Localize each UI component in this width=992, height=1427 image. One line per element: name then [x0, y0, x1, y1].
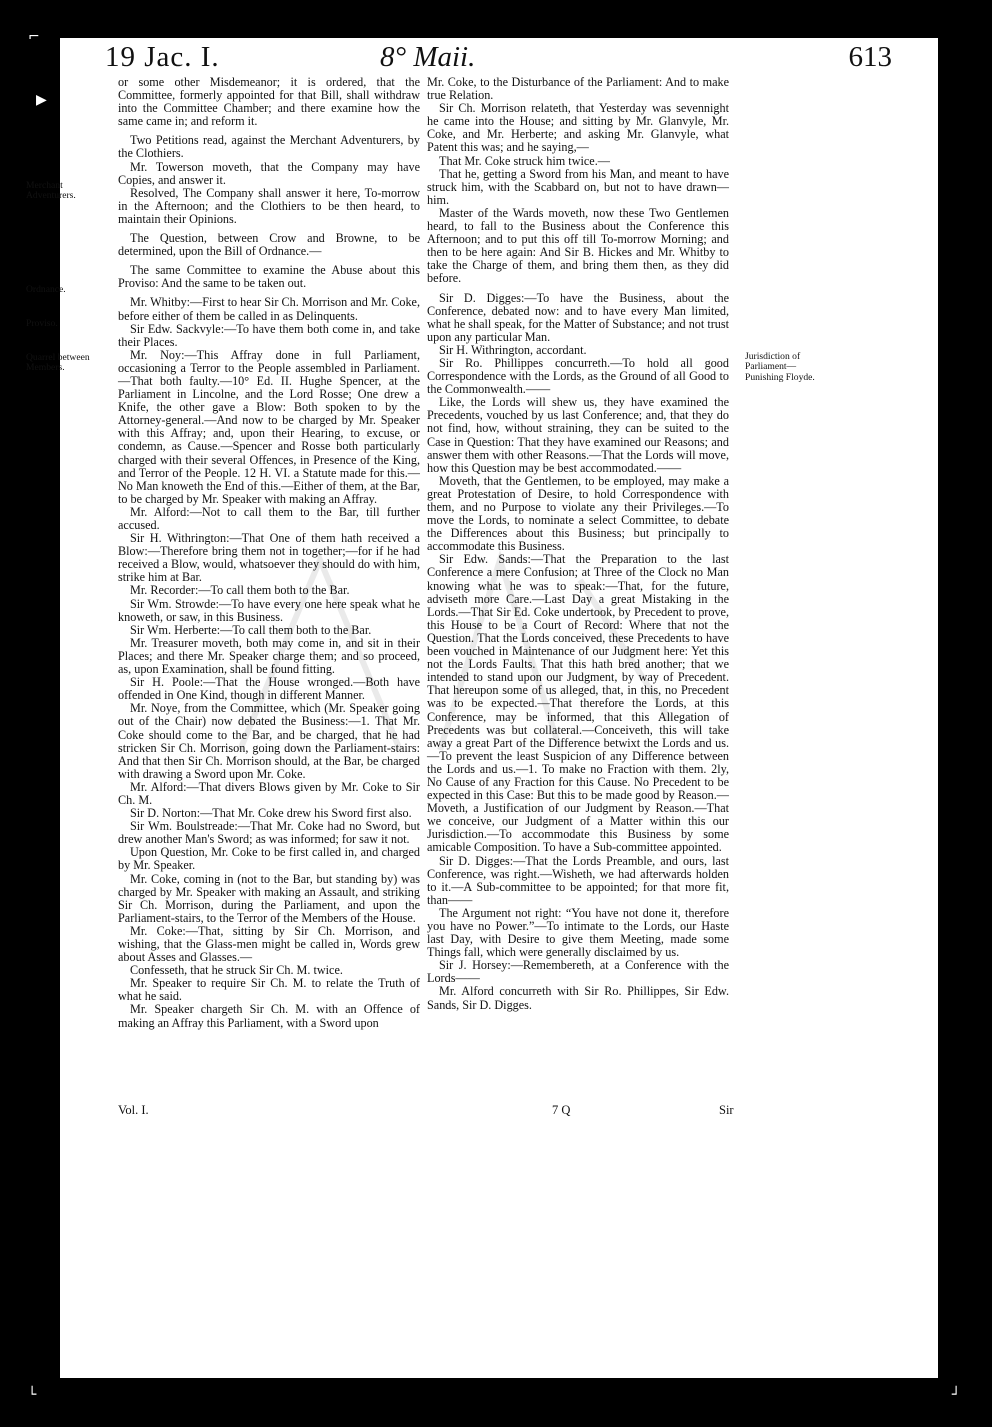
catchword: Sir: [719, 1103, 734, 1117]
paragraph: Upon Question, Mr. Coke to be first called in, and charged by Mr. Speaker.: [118, 845, 420, 873]
paragraph: Mr. Recorder:—To call them both to the Bar.: [130, 583, 350, 598]
paragraph: Resolved, The Company shall answer it here, To-morrow in the Afternoon; and the Clothiers to be then heard, to maintain their Opinions.: [118, 185, 420, 226]
paragraph: Moveth, that the Gentlemen, to be employed, may make a great Protestation of Desire, to hold Correspondence with them, and no Purpose to violate any their Privileges.—To move the Lords, to nominate a select Committee, to debate the Differences about this Business; but principally to accommodate this Business.: [427, 473, 729, 554]
left-text-column: [118, 76, 420, 1030]
paragraph: Mr. Noye, from the Committee, which (Mr. Speaker going out of the Chair) now debated the Business:—1. That Mr. Coke should come to the Bar, and be charged, that he had stricken Sir Ch. Morrison, going down the Parliament-stairs: And that then Sir Ch. Morrison should, at the Bar, be charged with drawing a Sword upon Mr. Coke.: [118, 701, 420, 781]
paragraph: or some other Misdemeanor; it is ordered, that the Committee, formerly appointed for that Bill, shall withdraw into the Committee Chamber; and there examine how the same came in; and reform it.: [118, 75, 420, 129]
paragraph: Sir D. Digges:—That the Lords Preamble, and ours, last Conference, was right.—Wisheth, we had afterwards holden to it.—A Sub-committee to be appointed; for that more fit, than——: [427, 853, 729, 907]
paragraph: Sir Wm. Boulstreade:—That Mr. Coke had no Sword, but drew another Man's Sword; as was informed; for saw it not.: [118, 819, 420, 847]
paragraph: Like, the Lords will shew us, they have examined the Precedents, vouched by us last Conference; and, that they do not find, how, without straining, they can be suited to the Case in Question: That they have examined our Reasons; and answer them with other Reasons.—That the Lords will move, how this Question may be best accommodated.——: [427, 395, 729, 475]
scan-corner-mark: ⌐: [28, 29, 40, 45]
paragraph: The same Committee to examine the Abuse about this Proviso: And the same to be taken out.: [118, 263, 420, 291]
paragraph: That he, getting a Sword from his Man, and meant to have struck him, with the Scabbard on, but not to have drawn—him.: [427, 166, 729, 207]
paragraph: Sir H. Withrington:—That One of them hath received a Blow:—Therefore bring them not in together;—for if he had received a Blow, would, whatsoever they should do with him, strike him at Bar.: [118, 531, 420, 585]
scan-corner-mark: ┘: [952, 1387, 961, 1403]
paragraph: Mr. Noy:—This Affray done in full Parliament, occasioning a Terror to the People assembled in Parliament.—That both faulty.—10° Ed. II. Hughe Spencer, at the Parliament in Lincolne, and the Lord Rosse; One drew a Knife, the other gave a Blow: Both spoken to by the Attorney-general.—And now to be charged by Mr. Speaker with this Affray; and, upon their Hearing, to excuse, or condemn, as Cause.—Spencer and Rosse both particularly charged with their several Offences, in Presence of the King, and Terror of the People. 12 H. VI. a Statute made for this.—No Man knoweth the End of this.—Either of them, at the Bar, to be charged by Mr. Speaker with making an Affray.: [118, 347, 420, 506]
right-text-column: [427, 76, 729, 1012]
paragraph: Sir Wm. Strowde:—To have every one here speak what he knoweth, or saw, in this Business.: [118, 596, 420, 624]
paragraph: Sir Edw. Sands:—That the Preparation to the last Conference a mere Confusion; at Three of the Clock no Man knowing what he was to speak:—That, for the future, adviseth more Care.—Last Day a great Mistaking in the Lords.—That Sir Ed. Coke undertook, by Precedent to prove, this House to be a Court of Record: Where that not the Question. That the Lords conceived, these Precedents to have been vouched in Maintenance of our Judgment here: Yet this not the Lords Faults. That this hath bred another; that we intended to stand upon our Judgment, by way of Precedent. That hereupon some of us alleged, that, in this, no Precedent was to be expected.—That therefore the Lords, at this Conference, may be informed, that this Allegation of Precedents was but collateral.—Conceiveth, this will take away a great Part of the Difference betwixt the Lords and us.—To prevent the least Suspicion of any Difference between the Lords and us.—1. To make no Fraction with them. 2ly, No Cause of any Fraction for this Cause. No Precedent to be expected in this Case: But this to be made good by Reason.—Moveth, a Justification of our Judgment by Reason.—That we conceive, our Judgment of a Matter within this our Jurisdiction.—To accommodate this Business by some amicable Composition. To have a Sub-committee appointed.: [427, 552, 729, 855]
paragraph: Mr. Speaker chargeth Sir Ch. M. with an Offence of making an Affray this Parliament, with a Sword upon: [118, 1002, 420, 1030]
running-head-left: 19 Jac. I.: [105, 41, 220, 73]
paragraph: Mr. Coke, to the Disturbance of the Parliament: And to make true Relation.: [427, 75, 729, 103]
paragraph: Sir D. Digges:—To have the Business, about the Conference, debated now: and to have every Man limited, what he shall speak, for the Matter of Substance; and not trust upon any particular Man.: [427, 290, 729, 344]
running-head-date: 8° Maii.: [380, 41, 476, 73]
scan-arrow-mark: ▶: [36, 92, 47, 108]
paragraph: Mr. Speaker to require Sir Ch. M. to relate the Truth of what he said.: [118, 976, 420, 1004]
paragraph: Confesseth, that he struck Sir Ch. M. twice.: [130, 963, 343, 978]
paragraph: The Argument not right: “You have not done it, therefore you have no Power.”—To intimate to the Lords, our Haste last Day, with Desire to give them Meeting, made some Things fall, which were generally disclaimed by us.: [427, 905, 729, 960]
margin-note: Ordnance.: [26, 284, 66, 295]
paragraph: Mr. Coke:—That, sitting by Sir Ch. Morrison, and wishing, that the Glass-men might be called in, Words grew about Asses and Glasses.—: [118, 923, 420, 965]
paragraph: Sir Edw. Sackvyle:—To have them both come in, and take their Places.: [118, 321, 420, 349]
paragraph: Sir H. Poole:—That the House wronged.—Both have offended in One Kind, though in different Manner.: [118, 675, 420, 703]
margin-note: Jurisdiction of Parliament—Punishing Floyde.: [745, 351, 815, 383]
paragraph: Sir J. Horsey:—Remembereth, at a Conference with the Lords——: [427, 958, 729, 986]
paragraph: Sir D. Norton:—That Mr. Coke drew his Sword first also.: [130, 806, 412, 821]
scan-corner-mark: └: [28, 1387, 37, 1403]
margin-note: Quarrel between Members.: [26, 352, 90, 374]
paragraph: Sir Wm. Herberte:—To call them both to the Bar.: [130, 622, 372, 637]
volume-label: Vol. I.: [118, 1103, 149, 1117]
paragraph: Mr. Alford:—Not to call them to the Bar, till further accused.: [118, 504, 420, 532]
paragraph: Mr. Towerson moveth, that the Company may have Copies, and answer it.: [118, 159, 420, 187]
paragraph: Mr. Treasurer moveth, both may come in, and sit in their Places; and there Mr. Speaker charge them; and so proceed, as, upon Examination, shall be found fitting.: [118, 635, 420, 677]
paragraph: Mr. Whitby:—First to hear Sir Ch. Morrison and Mr. Coke, before either of them be called in as Delinquents.: [118, 295, 420, 323]
paragraph: The Question, between Crow and Browne, to be determined, upon the Bill of Ordnance.—: [118, 231, 420, 259]
paragraph: Mr. Alford concurreth with Sir Ro. Phillippes, Sir Edw. Sands, Sir D. Digges.: [427, 984, 729, 1012]
paragraph: Sir H. Withrington, accordant.: [439, 342, 587, 357]
paragraph: Sir Ro. Phillippes concurreth.—To hold all good Correspondence with the Lords, as the Ground of all Good to the Commonwealth.——: [427, 355, 729, 397]
margin-note: Merchant Adventurers.: [26, 180, 76, 202]
paragraph: Sir Ch. Morrison relateth, that Yesterday was sevennight he came into the House; and sitting by Mr. Glanvyle, Mr. Coke, and Mr. Herberte; and asking Mr. Glanvyle, what Patent this was; and he saying,—: [427, 101, 729, 155]
page-number: 613: [848, 41, 892, 73]
paragraph: That Mr. Coke struck him twice.—: [439, 153, 610, 168]
paragraph: Mr. Alford:—That divers Blows given by Mr. Coke to Sir Ch. M.: [118, 779, 420, 807]
signature-mark: 7 Q: [552, 1103, 571, 1117]
paragraph: Mr. Coke, coming in (not to the Bar, but standing by) was charged by Mr. Speaker with making an Assault, and striking Sir Ch. Morrison, during the Parliament, and upon the Parliament-stairs, to the Terror of the Members of the House.: [118, 871, 420, 925]
paragraph: Master of the Wards moveth, now these Two Gentlemen heard, to fall to the Business about the Conference this Afternoon; and to put this off till To-morrow Morning; and then to be here again: And Sir B. Hickes and Mr. Whitby to take the Charge of them, and bring them then, as they did before.: [427, 205, 729, 286]
paragraph: Two Petitions read, against the Merchant Adventurers, by the Clothiers.: [118, 133, 420, 161]
margin-note: Proviso.: [26, 318, 58, 329]
